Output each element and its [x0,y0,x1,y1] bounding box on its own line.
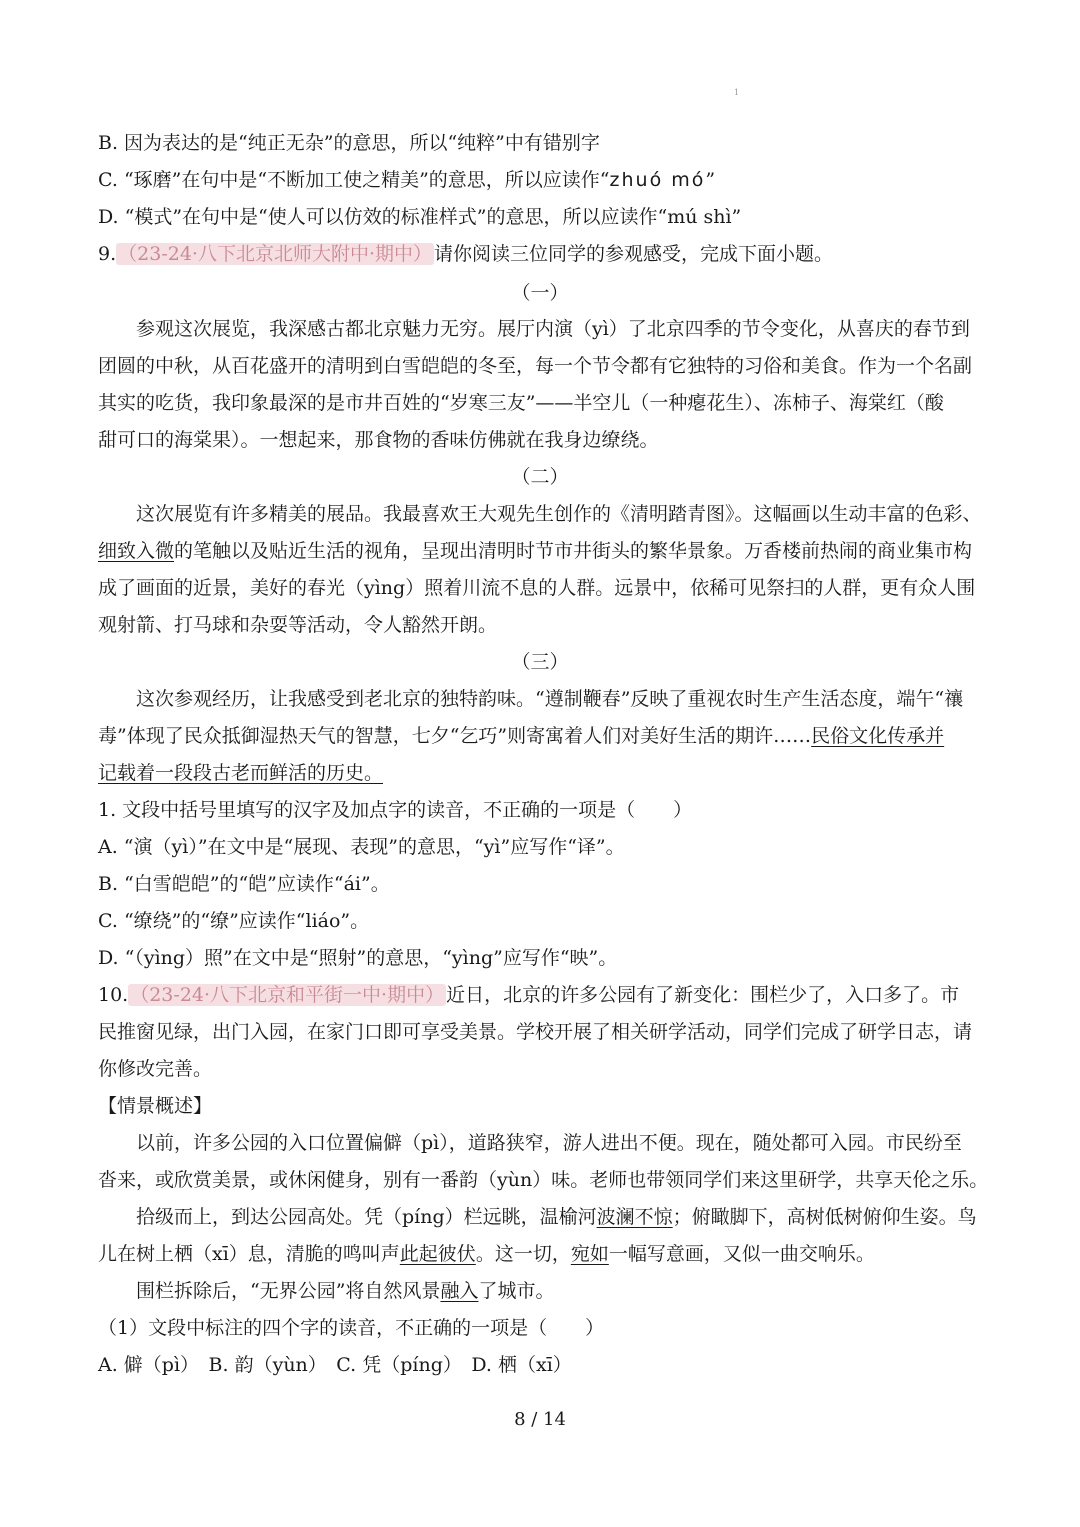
q10-number: 10. [98,984,129,1006]
q9-prompt: 请你阅读三位同学的参观感受，完成下面小题。 [434,243,834,265]
q10-sub1-stem: （1）文段中标注的四个字的读音，不正确的一项是（ ） [98,1317,605,1339]
q9-sub1-option-c: C. “缭绕”的“缭”应读作“liáo”。 [98,910,370,932]
q10-intro: 近日，北京的许多公园有了新变化：围栏少了，入口多了。市 [446,984,960,1006]
q9-sub1-option-d: D. “（yìng）照”在文中是“照射”的意思，“yìng”应写作“映”。 [98,947,618,969]
q10-source-tag[interactable]: （23-24·八下北京和平街一中·期中） [130,984,445,1006]
q10-intro-line: 你修改完善。 [98,1058,213,1080]
q10-paragraph-line: 以前，许多公园的入口位置偏僻（pì），道路狭窄，游人进出不便。现在，随处都可入园。市民纷至 [136,1132,962,1154]
q9-section2-line: 观射箭、打马球和杂耍等活动，令人豁然开朗。 [98,614,498,636]
q10-intro-line: 民推窗见绿，出门入园，在家门口即可享受美景。学校开展了相关研学活动，同学们完成了研学日志，请 [98,1021,973,1043]
q9-sub1-option-a: A. “演（yì）”在文中是“展现、表现”的意思，“yì”应写作“译”。 [98,836,625,858]
q8-option-c [98,167,998,193]
q9-section1-line: 团圆的中秋，从百花盛开的清明到白雪皑皑的冬至，每一个节令都有它独特的习俗和美食。作为一个名副 [98,355,973,377]
q9-section2-line: 成了画面的近景，美好的春光（yìng）照着川流不息的人群。远景中，依稀可见祭扫的人群，更有众人围 [98,577,976,599]
q9-section1-line: 甜可口的海棠果）。一想起来，那食物的香味仿佛就在我身边缭绕。 [98,429,659,451]
q10-text: 拾级而上，到达公园高处。凭（píng）栏远眺，温榆河 [136,1206,597,1228]
q10-text: 了城市。 [478,1280,555,1302]
page-number: 8 / 14 [514,1409,566,1430]
q10-header [98,982,998,1008]
underlined-phrase: 记载着一段段古老而鲜活的历史。 [98,762,384,784]
q9-section1-title: （一） [511,282,569,304]
underlined-phrase: 此起彼伏 [399,1243,476,1265]
q10-section-heading: 【情景概述】 [98,1095,213,1117]
q8-option-d: D. “模式”在句中是“使人可以仿效的标准样式”的意思，所以应读作“mú shì” [98,206,742,228]
q9-sub1-stem: 1. 文段中括号里填写的汉字及加点字的读音，不正确的一项是（ ） [98,799,693,821]
q10-paragraph-line [98,1241,998,1267]
q9-section2-line [98,538,998,564]
underlined-phrase: 民俗文化传承并 [811,725,945,747]
q10-text: 。这一切， [475,1243,571,1265]
q9-section3-line: 这次参观经历，让我感受到老北京的独特韵味。“遵制鞭春”反映了重视农时生产生活态度，端午“禳 [136,688,964,710]
underlined-phrase: 波澜不惊 [596,1206,673,1228]
q10-text: 儿在树上栖（xī）息，清脆的鸣叫声 [98,1243,400,1265]
underlined-phrase: 融入 [440,1280,479,1302]
q9-source-tag[interactable]: （23-24·八下北京北师大附中·期中） [118,243,432,265]
q8-option-c-pinyin: zhuó mó [609,169,706,191]
q10-paragraph-line: 沓来，或欣赏美景，或休闲健身，别有一番韵（yùn）味。老师也带领同学们来这里研学，共享天伦之乐。 [98,1169,989,1191]
q10-text: 一幅写意画，又似一曲交响乐。 [608,1243,875,1265]
q10-text: 围栏拆除后，“无界公园”将自然风景 [136,1280,441,1302]
q9-section3-title: （三） [511,651,569,673]
q9-section2-line: 这次展览有许多精美的展品。我最喜欢王大观先生创作的《清明踏青图》。这幅画以生动丰富的色彩、 [136,503,982,525]
q10-paragraph-line [136,1278,1036,1304]
q9-sub1-option-b: B. “白雪皑皑”的“皑”应读作“ái”。 [98,873,390,895]
q10-text: ；俯瞰脚下，高树低树俯仰生姿。鸟 [672,1206,977,1228]
underlined-phrase: 细致入微 [98,540,175,562]
q9-section2-text: 的笔触以及贴近生活的视角，呈现出清明时节市井街头的繁华景象。万香楼前热闹的商业集市构 [174,540,973,562]
q9-header [98,241,998,267]
header-mark: 1 [734,88,740,97]
q10-paragraph-line [136,1204,1036,1230]
q9-section1-line: 其实的吃货，我印象最深的是市井百姓的“岁寒三友”——半空儿（一种瘪花生）、冻柿子、海棠红（酸 [98,392,944,414]
q9-section3-line [98,723,998,749]
q8-option-b: B. 因为表达的是“纯正无杂”的意思，所以“纯粹”中有错别字 [98,132,600,154]
q8-option-c-text: C. “琢磨”在句中是“不断加工使之精美”的意思，所以应读作“ [98,169,610,191]
q10-sub1-options: A. 僻（pì） B. 韵（yùn） C. 凭（píng） D. 栖（xī） [98,1354,572,1376]
underlined-phrase: 宛如 [570,1243,609,1265]
q9-section3-line [98,760,998,786]
q9-number: 9. [98,243,117,265]
q9-section1-line: 参观这次展览，我深感古都北京魅力无穷。展厅内演（yì）了北京四季的节令变化，从喜庆的春节到 [136,318,970,340]
q8-option-c-close: ” [705,169,716,191]
q9-section2-title: （二） [511,466,569,488]
q9-section3-text: 毒”体现了民众抵御湿热天气的智慧，七夕“乞巧”则寄寓着人们对美好生活的期许…… [98,725,812,747]
